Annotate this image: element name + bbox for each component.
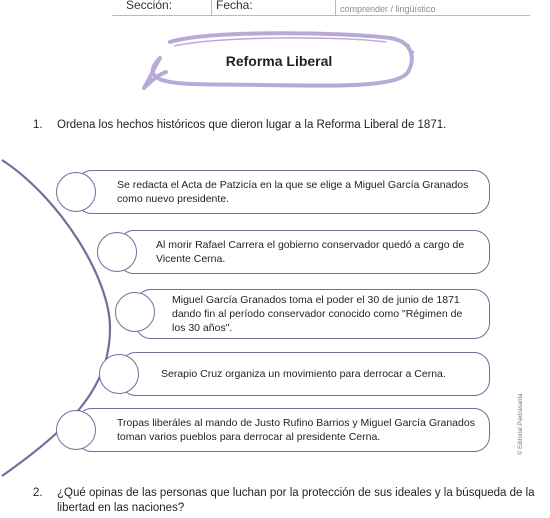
order-circle[interactable] — [56, 172, 96, 212]
skill-label: comprender / lingüístico — [340, 4, 436, 14]
question-number: 2. — [33, 487, 43, 499]
question-text: ¿Qué opinas de las personas que luchan por la protección de sus ideales y la búsqueda de la libertad en las naciones? — [57, 487, 535, 514]
order-circle[interactable] — [115, 292, 155, 332]
publisher-credit: © Editorial Piedrasanta — [518, 393, 524, 455]
event-text: Miguel García Granados toma el poder el 30 de junio de 1871 dando fin al período conservador conocido como "Régimen de los 30 años". — [172, 294, 463, 334]
section-label: Sección: — [126, 0, 173, 12]
question-1 — [33, 118, 533, 134]
header-rule — [112, 15, 530, 16]
order-circle[interactable] — [99, 354, 139, 394]
question-number: 1. — [33, 119, 43, 131]
timeline-event — [118, 230, 490, 274]
header-separator — [211, 0, 212, 15]
order-circle[interactable] — [56, 410, 96, 450]
question-text: Ordena los hechos históricos que dieron lugar a la Reforma Liberal de 1871. — [57, 119, 447, 131]
timeline-event — [76, 408, 490, 452]
timeline-event — [76, 170, 490, 214]
event-text: Serapio Cruz organiza un movimiento para derrocar a Cerna. — [161, 368, 446, 380]
order-circle[interactable] — [97, 232, 137, 272]
timeline-event — [135, 289, 490, 339]
date-label: Fecha: — [216, 0, 253, 12]
question-2 — [33, 486, 533, 518]
event-text: Tropas liberáles al mando de Justo Rufino Barrios y Miguel García Granados toman varios pueblos para derrocar al presidente Cerna. — [117, 417, 475, 443]
timeline-event — [120, 352, 490, 396]
header-separator — [335, 0, 336, 15]
page-title: Reforma Liberal — [225, 53, 333, 69]
event-text: Al morir Rafael Carrera el gobierno conservador quedó a cargo de Vicente Cerna. — [156, 239, 465, 265]
event-text: Se redacta el Acta de Patzicía en la que se elige a Miguel García Granados como nuevo presidente. — [117, 179, 469, 205]
